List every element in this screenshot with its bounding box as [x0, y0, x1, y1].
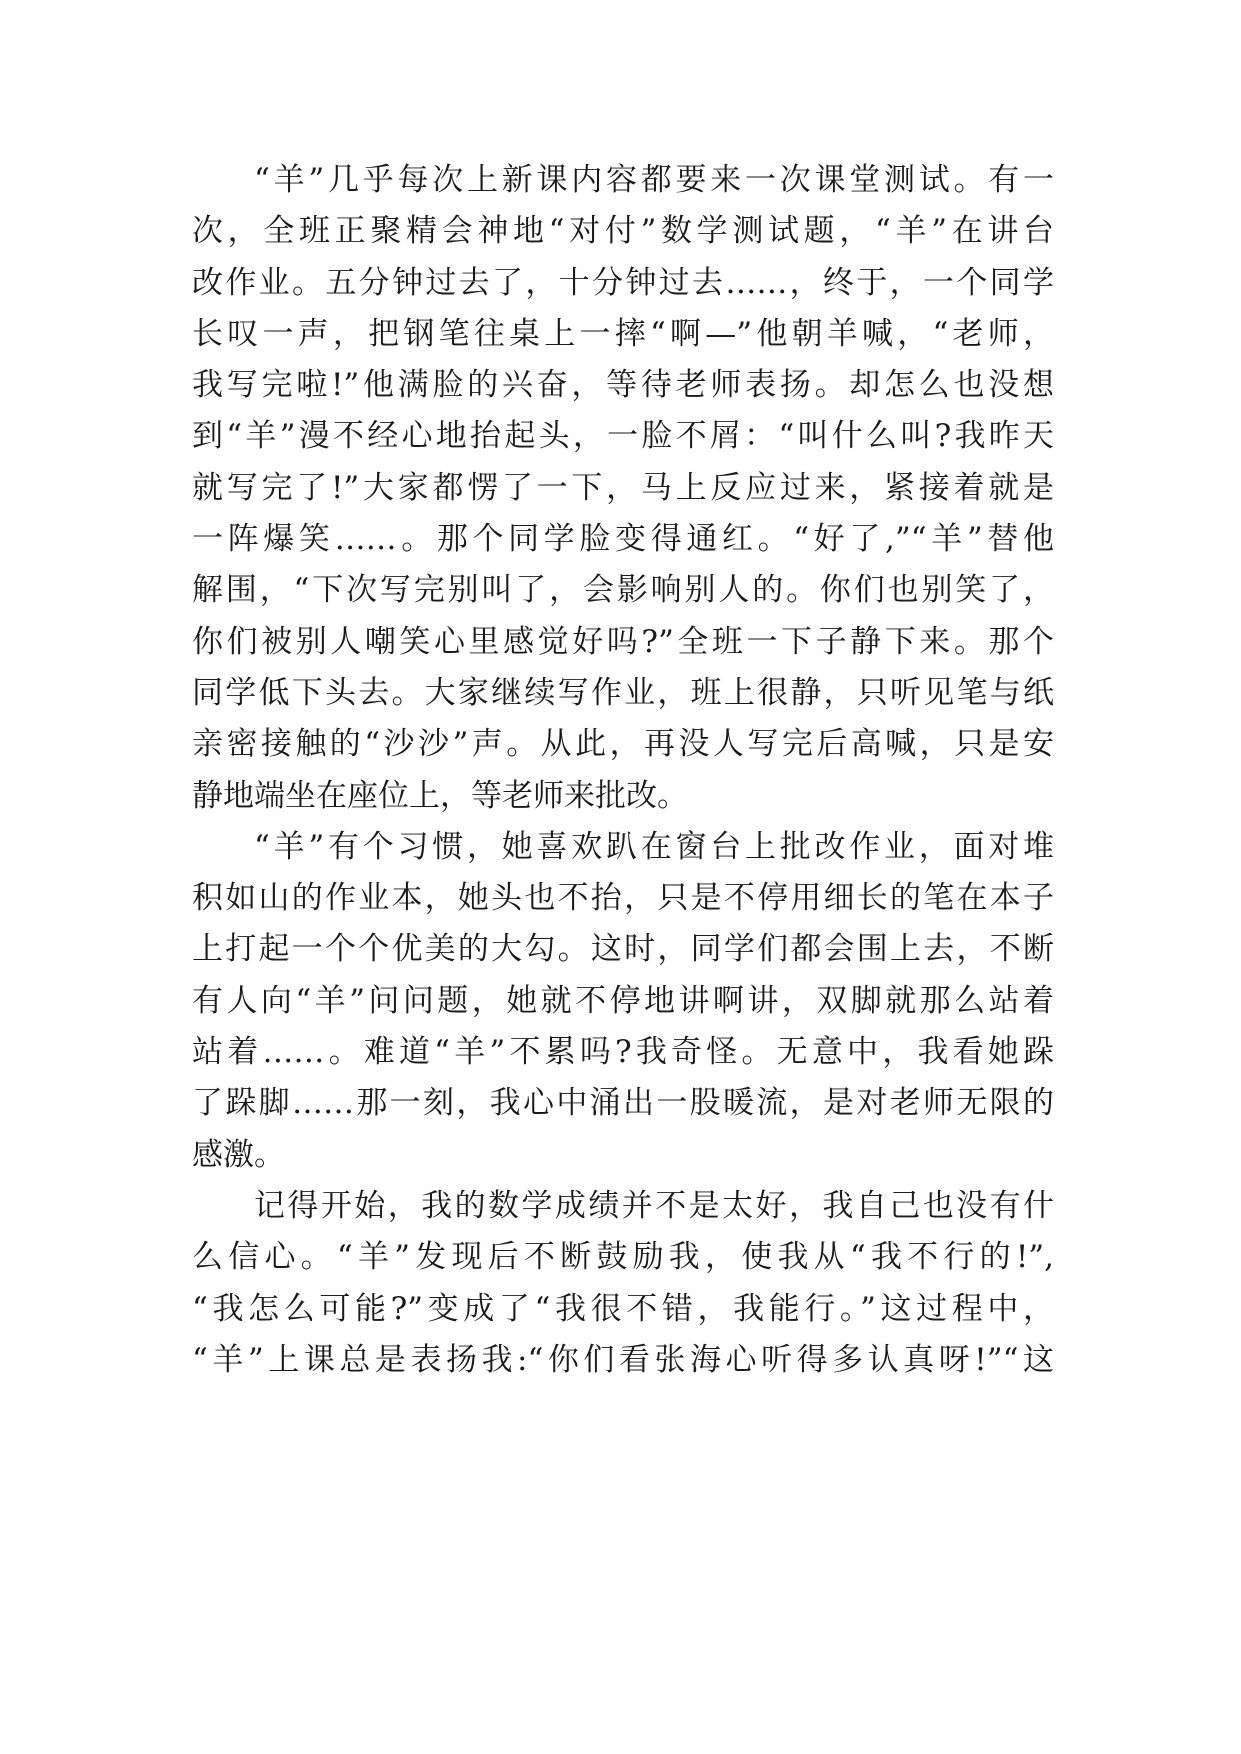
text-line: “羊”上课总是表扬我:“你们看张海心听得多认真呀!”“这	[192, 1341, 1054, 1378]
article-body	[192, 155, 1054, 1386]
text-line: 亲密接触的“沙沙”声。从此，再没人写完后高喊，只是安	[192, 726, 1054, 763]
text-line: 么信心。“羊”发现后不断鼓励我，使我从“我不行的!”,	[192, 1239, 1054, 1276]
paragraph-2	[192, 822, 1054, 1181]
text-line: 记得开始，我的数学成绩并不是太好，我自己也没有什	[254, 1187, 1054, 1224]
text-line: 静地端坐在座位上，等老师来批改。	[192, 777, 688, 814]
text-line: 改作业。五分钟过去了，十分钟过去……，终于，一个同学	[192, 264, 1054, 301]
text-line: 一阵爆笑……。那个同学脸变得通红。“好了,”“羊”替他	[192, 521, 1054, 558]
text-line: “羊”几乎每次上新课内容都要来一次课堂测试。有一	[254, 162, 1054, 198]
text-line: 同学低下头去。大家继续写作业，班上很静，只听见笔与纸	[192, 674, 1054, 711]
text-line: 你们被别人嘲笑心里感觉好吗?”全班一下子静下来。那个	[192, 623, 1054, 660]
text-line: “我怎么可能?”变成了“我很不错，我能行。”这过程中，	[192, 1290, 1054, 1327]
text-line: 到“羊”漫不经心地抬起头，一脸不屑：“叫什么叫?我昨天	[192, 418, 1054, 455]
text-line: 积如山的作业本，她头也不抬，只是不停用细长的笔在本子	[192, 880, 1054, 917]
text-line: 次，全班正聚精会神地“对付”数学测试题，“羊”在讲台	[192, 213, 1054, 250]
text-line: 了跺脚……那一刻，我心中涌出一股暖流，是对老师无限的	[192, 1085, 1054, 1122]
text-line: 我写完啦!”他满脸的兴奋，等待老师表扬。却怎么也没想	[192, 367, 1054, 404]
text-line: 上打起一个个优美的大勾。这时，同学们都会围上去，不断	[192, 931, 1054, 968]
text-line: 有人向“羊”问问题，她就不停地讲啊讲，双脚就那么站着	[192, 982, 1054, 1019]
text-line: 就写完了!”大家都愣了一下，马上反应过来，紧接着就是	[192, 469, 1054, 506]
text-line: 解围，“下次写完别叫了，会影响别人的。你们也别笑了，	[192, 572, 1054, 609]
paragraph-3	[192, 1181, 1054, 1386]
text-line: 站着……。难道“羊”不累吗?我奇怪。无意中，我看她跺	[192, 1034, 1054, 1071]
text-line: 长叹一声，把钢笔往桌上一摔“啊—”他朝羊喊，“老师，	[192, 315, 1054, 352]
paragraph-1	[192, 155, 1054, 822]
text-line: 感激。	[192, 1136, 285, 1173]
text-line: “羊”有个习惯，她喜欢趴在窗台上批改作业，面对堆	[254, 828, 1054, 865]
